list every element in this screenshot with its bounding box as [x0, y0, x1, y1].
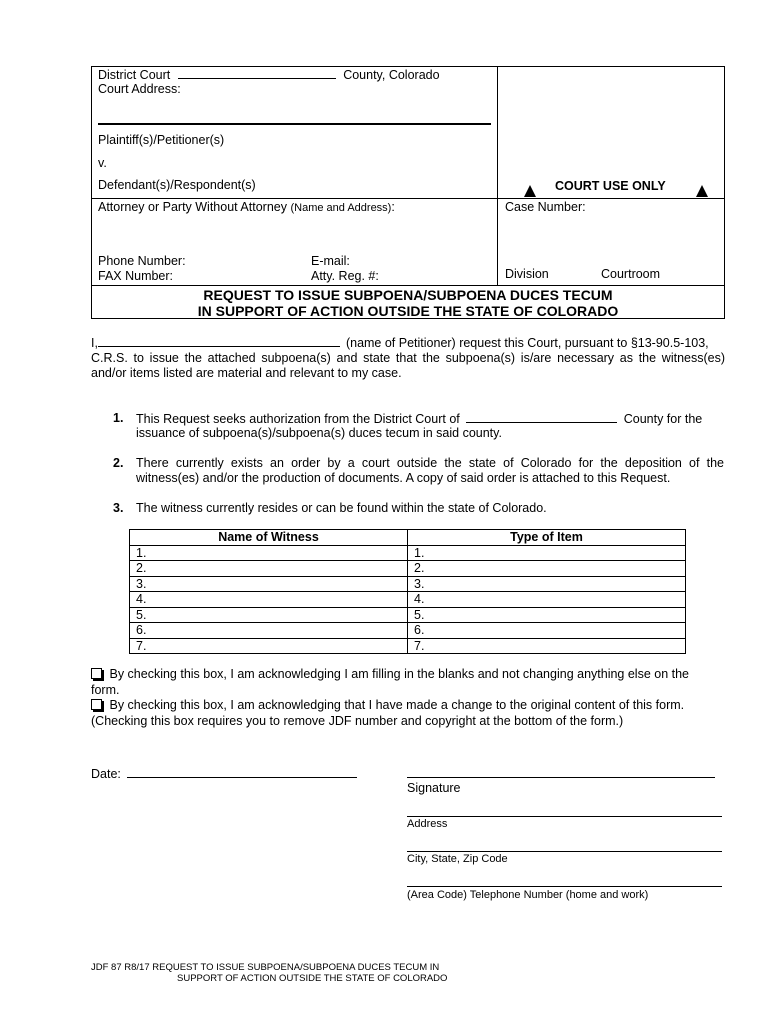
petitioner-name-blank[interactable] — [98, 335, 340, 347]
checkbox2-note: (Checking this box requires you to remove JDF number and copyright at the bottom of the form.) — [91, 714, 624, 728]
caption-title-divider — [91, 285, 725, 286]
checkbox1-cont: form. — [91, 683, 120, 697]
item-cell[interactable]: 4. — [408, 592, 686, 608]
table-row — [130, 561, 686, 577]
attorney-colon: : — [391, 200, 395, 214]
item-cell[interactable]: 5. — [408, 607, 686, 623]
item2-line2: witness(es) and/or the production of documents. A copy of said order is attached to this Request. — [136, 471, 671, 485]
witness-cell[interactable]: 5. — [130, 607, 408, 623]
attorney-hint: (Name and Address) — [290, 202, 392, 214]
table-row — [130, 638, 686, 654]
table-row — [130, 623, 686, 639]
witness-cell[interactable]: 4. — [130, 592, 408, 608]
date-blank[interactable] — [127, 766, 357, 778]
court-address-blank[interactable] — [98, 123, 491, 125]
court-use-only: COURT USE ONLY — [555, 179, 666, 193]
court-prefix: District Court — [98, 68, 171, 82]
item1-number: 1. — [113, 411, 124, 425]
table-row — [130, 545, 686, 561]
checkbox1-text: By checking this box, I am acknowledging I am filling in the blanks and not changing anything else on the — [109, 667, 690, 681]
footer-line1: JDF 87 R8/17 REQUEST TO ISSUE SUBPOENA/SUBPOENA DUCES TECUM IN — [91, 962, 440, 973]
item3-line1: The witness currently resides or can be found within the state of Colorado. — [136, 501, 547, 515]
witness-cell[interactable]: 6. — [130, 623, 408, 639]
witness-cell[interactable]: 3. — [130, 576, 408, 592]
telephone-label: (Area Code) Telephone Number (home and work) — [407, 889, 649, 901]
caption-party-divider — [91, 198, 725, 199]
court-county-blank[interactable] — [178, 67, 336, 79]
court-name-row — [98, 67, 440, 82]
header-name-of-witness: Name of Witness — [130, 530, 408, 546]
address-line[interactable] — [407, 816, 722, 817]
intro-line2: C.R.S. to issue the attached subpoena(s) and state that the subpoena(s) is/are necessary as the witness(es) — [91, 351, 725, 365]
item2-line1: There currently exists an order by a court outside the state of Colorado for the deposition of the — [136, 456, 724, 470]
court-suffix: County, Colorado — [343, 68, 440, 82]
division-label: Division — [505, 267, 549, 281]
witness-cell[interactable]: 1. — [130, 545, 408, 561]
atty-reg-label: Atty. Reg. #: — [311, 269, 379, 283]
form-title-line1: REQUEST TO ISSUE SUBPOENA/SUBPOENA DUCES TECUM — [203, 287, 613, 303]
checkbox2-row — [91, 698, 731, 712]
signature-line[interactable] — [407, 777, 715, 778]
defendant-label: Defendant(s)/Respondent(s) — [98, 178, 256, 192]
triangle-left-icon — [524, 185, 536, 197]
item-cell[interactable]: 2. — [408, 561, 686, 577]
fax-number-label: FAX Number: — [98, 269, 174, 283]
item-cell[interactable]: 3. — [408, 576, 686, 592]
date-row — [91, 766, 357, 781]
signature-label: Signature — [407, 781, 461, 795]
address-label: Address — [407, 818, 448, 830]
city-line[interactable] — [407, 851, 722, 852]
item-cell[interactable]: 1. — [408, 545, 686, 561]
table-row — [130, 592, 686, 608]
table-row — [130, 607, 686, 623]
attorney-label: Attorney or Party Without Attorney — [98, 200, 287, 214]
header-type-of-item: Type of Item — [408, 530, 686, 546]
caption-divider — [497, 66, 498, 285]
footer-line2: SUPPORT OF ACTION OUTSIDE THE STATE OF COLORADO — [177, 973, 448, 984]
changes-made-checkbox[interactable] — [91, 699, 102, 710]
witness-table — [129, 529, 686, 654]
intro-line3: and/or items listed are material and relevant to my case. — [91, 366, 402, 380]
phone-line[interactable] — [407, 886, 722, 887]
witness-table-header — [130, 530, 686, 546]
item1-line2: issuance of subpoena(s)/subpoena(s) duces tecum in said county. — [136, 426, 502, 440]
checkbox2-text: By checking this box, I am acknowledging that I have made a change to the original content of this form. — [109, 698, 685, 712]
no-changes-checkbox[interactable] — [91, 668, 102, 679]
item1-line1-b: County for the — [623, 412, 703, 426]
checkbox1-row — [91, 667, 731, 681]
courtroom-label: Courtroom — [601, 267, 661, 281]
case-number-label: Case Number: — [505, 200, 586, 214]
item3-number: 3. — [113, 501, 124, 515]
intro-line1-rest: (name of Petitioner) request this Court, pursuant to §13-90.5-103, — [345, 336, 709, 350]
intro-line1 — [91, 335, 725, 350]
phone-number-label: Phone Number: — [98, 254, 186, 268]
intro-i: I, — [91, 336, 98, 350]
form-title-line2: IN SUPPORT OF ACTION OUTSIDE THE STATE OF COLORADO — [197, 303, 619, 319]
item1-line1-a: This Request seeks authorization from the District Court of — [136, 412, 460, 426]
item2-number: 2. — [113, 456, 124, 470]
attorney-label-row — [98, 200, 395, 214]
district-county-blank[interactable] — [466, 411, 617, 423]
court-address-label: Court Address: — [98, 82, 181, 96]
email-label: E-mail: — [311, 254, 350, 268]
witness-cell[interactable]: 7. — [130, 638, 408, 654]
item-cell[interactable]: 6. — [408, 623, 686, 639]
date-label: Date: — [91, 767, 121, 781]
table-row — [130, 576, 686, 592]
item1-line1 — [136, 411, 724, 426]
footer — [91, 962, 471, 984]
triangle-right-icon — [696, 185, 708, 197]
versus-label: v. — [98, 156, 107, 170]
item-cell[interactable]: 7. — [408, 638, 686, 654]
form-title — [91, 287, 725, 319]
plaintiff-label: Plaintiff(s)/Petitioner(s) — [98, 133, 225, 147]
witness-cell[interactable]: 2. — [130, 561, 408, 577]
city-state-zip-label: City, State, Zip Code — [407, 853, 508, 865]
